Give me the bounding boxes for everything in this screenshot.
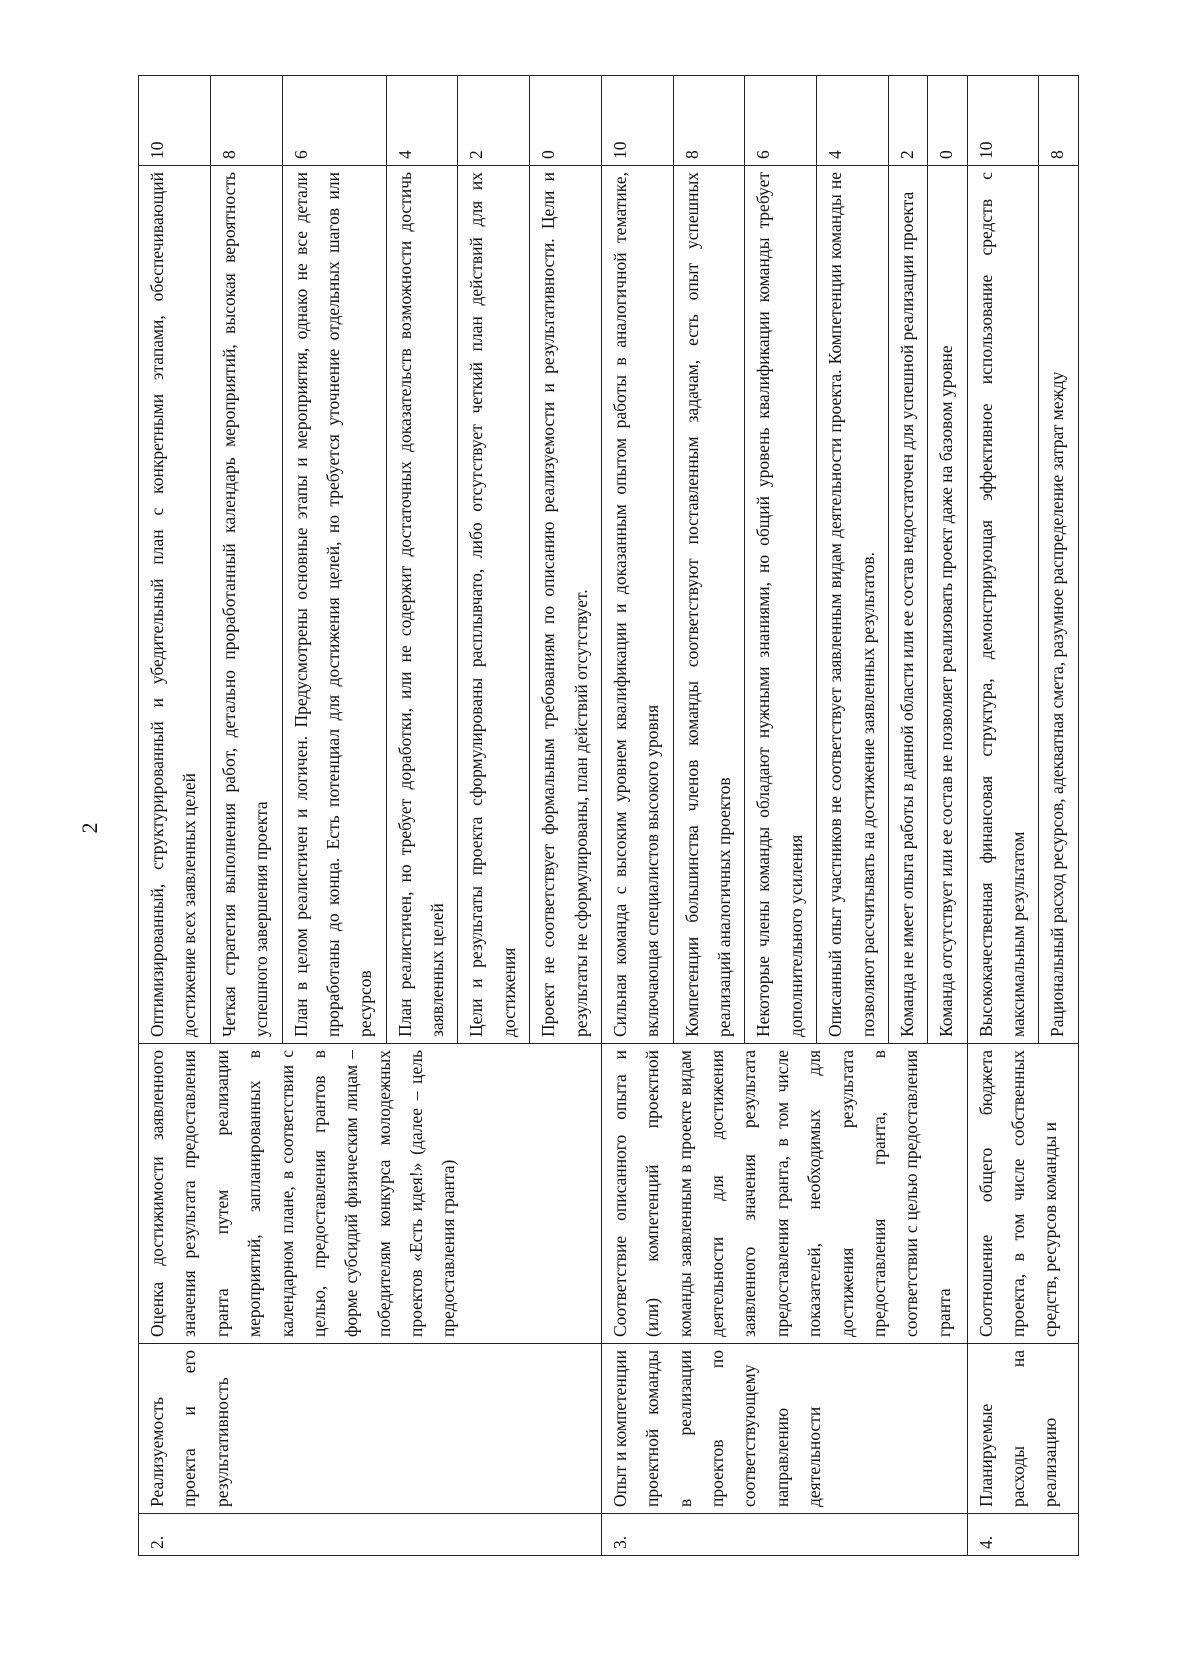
criterion-name: Опыт и компетенции проектной команды в реализации проектов по соответствующему направлению деятельности	[601, 1344, 967, 1514]
level-description: Некоторые члены команды обладают нужными знаниями, но общий уровень квалификации команды требует дополнительного усиления	[745, 166, 817, 1044]
level-score: 6	[282, 76, 386, 166]
table-row	[139, 76, 211, 1556]
table-row	[967, 76, 1039, 1556]
criterion-description: Соответствие описанного опыта и (или) компетенций проектной команды заявленным в проекте видам деятельности для достижения заявленного значения результата предоставления гранта, в том числе показателей, необходимых для достижения результата предоставления гранта, в соответствии с целью предоставления гранта	[601, 1044, 967, 1344]
page-number: 2	[77, 822, 102, 834]
row-number: 2.	[139, 1514, 602, 1556]
level-score: 6	[745, 76, 817, 166]
criterion-description: Соотношение общего бюджета проекта, в том числе собственных средств, ресурсов команды и	[967, 1044, 1078, 1344]
level-description: Высококачественная финансовая структура, демонстрирующая эффективное использование средств с максимальным результатом	[967, 166, 1039, 1044]
level-score: 10	[967, 76, 1039, 166]
level-score: 4	[386, 76, 458, 166]
table-row	[601, 76, 673, 1556]
row-number: 4.	[967, 1514, 1078, 1556]
level-score: 0	[530, 76, 602, 166]
criteria-table	[138, 75, 1079, 1556]
rotated-table-wrapper	[138, 76, 1088, 1556]
level-description: Цели и результаты проекта сформулированы расплывчато, либо отсутствует четкий план действий для их достижения	[458, 166, 530, 1044]
level-description: План реалистичен, но требует доработки, или не содержит достаточных доказательств возможности достичь заявленных целей	[386, 166, 458, 1044]
level-description: Описанный опыт участников не соответствует заявленным видам деятельности проекта. Компетенции команды не позволяют рассчитывать на достижение заявленных результатов.	[817, 166, 889, 1044]
level-description: Сильная команда с высоким уровнем квалификации и доказанным опытом работы в аналогичной тематике, включающая специалистов высокого уровня	[601, 166, 673, 1044]
criterion-description: Оценка достижимости заявленного значения результата предоставления гранта путем реализации мероприятий, запланированных в календарном плане, в соответствии с целью, предоставления грантов в форме субсидий физическим лицам – победителям конкурса молодежных проектов «Есть идея!» (далее – цель предоставления гранта)	[139, 1044, 602, 1344]
level-description: Рациональный расход ресурсов, адекватная смета, разумное распределение затрат между	[1039, 166, 1078, 1044]
level-description: Оптимизированный, структурированный и убедительный план с конкретными этапами, обеспечивающий достижение всех заявленных целей	[139, 166, 211, 1044]
level-description: Компетенции большинства членов команды соответствуют поставленным задачам, есть опыт успешных реализаций аналогичных проектов	[673, 166, 745, 1044]
level-score: 2	[458, 76, 530, 166]
level-score: 0	[928, 76, 967, 166]
level-description: План в целом реалистичен и логичен. Предусмотрены основные этапы и мероприятия, однако не все детали проработаны до конца. Есть потенциал для достижения целей, но требуется уточнение отдельных шагов или ресурсов	[282, 166, 386, 1044]
level-score: 8	[1039, 76, 1078, 166]
level-score: 4	[817, 76, 889, 166]
level-score: 10	[139, 76, 211, 166]
level-description: Команда не имеет опыта работы в данной области или ее состав недостаточен для успешной реализации проекта	[888, 166, 927, 1044]
level-description: Команда отсутствует или ее состав не позволяет реализовать проект даже на базовом уровне	[928, 166, 967, 1044]
level-score: 10	[601, 76, 673, 166]
level-score: 8	[210, 76, 282, 166]
row-number: 3.	[601, 1514, 967, 1556]
level-score: 2	[888, 76, 927, 166]
criterion-name: Планируемые расходы на реализацию	[967, 1344, 1078, 1514]
level-description: Проект не соответствует формальным требованиям по описанию реализуемости и результативности. Цели и результаты не сформулированы, план действий отсутствует.	[530, 166, 602, 1044]
level-description: Четкая стратегия выполнения работ, детально проработанный календарь мероприятий, высокая вероятность успешного завершения проекта	[210, 166, 282, 1044]
level-score: 8	[673, 76, 745, 166]
criterion-name: Реализуемость проекта и его результативность	[139, 1344, 602, 1514]
